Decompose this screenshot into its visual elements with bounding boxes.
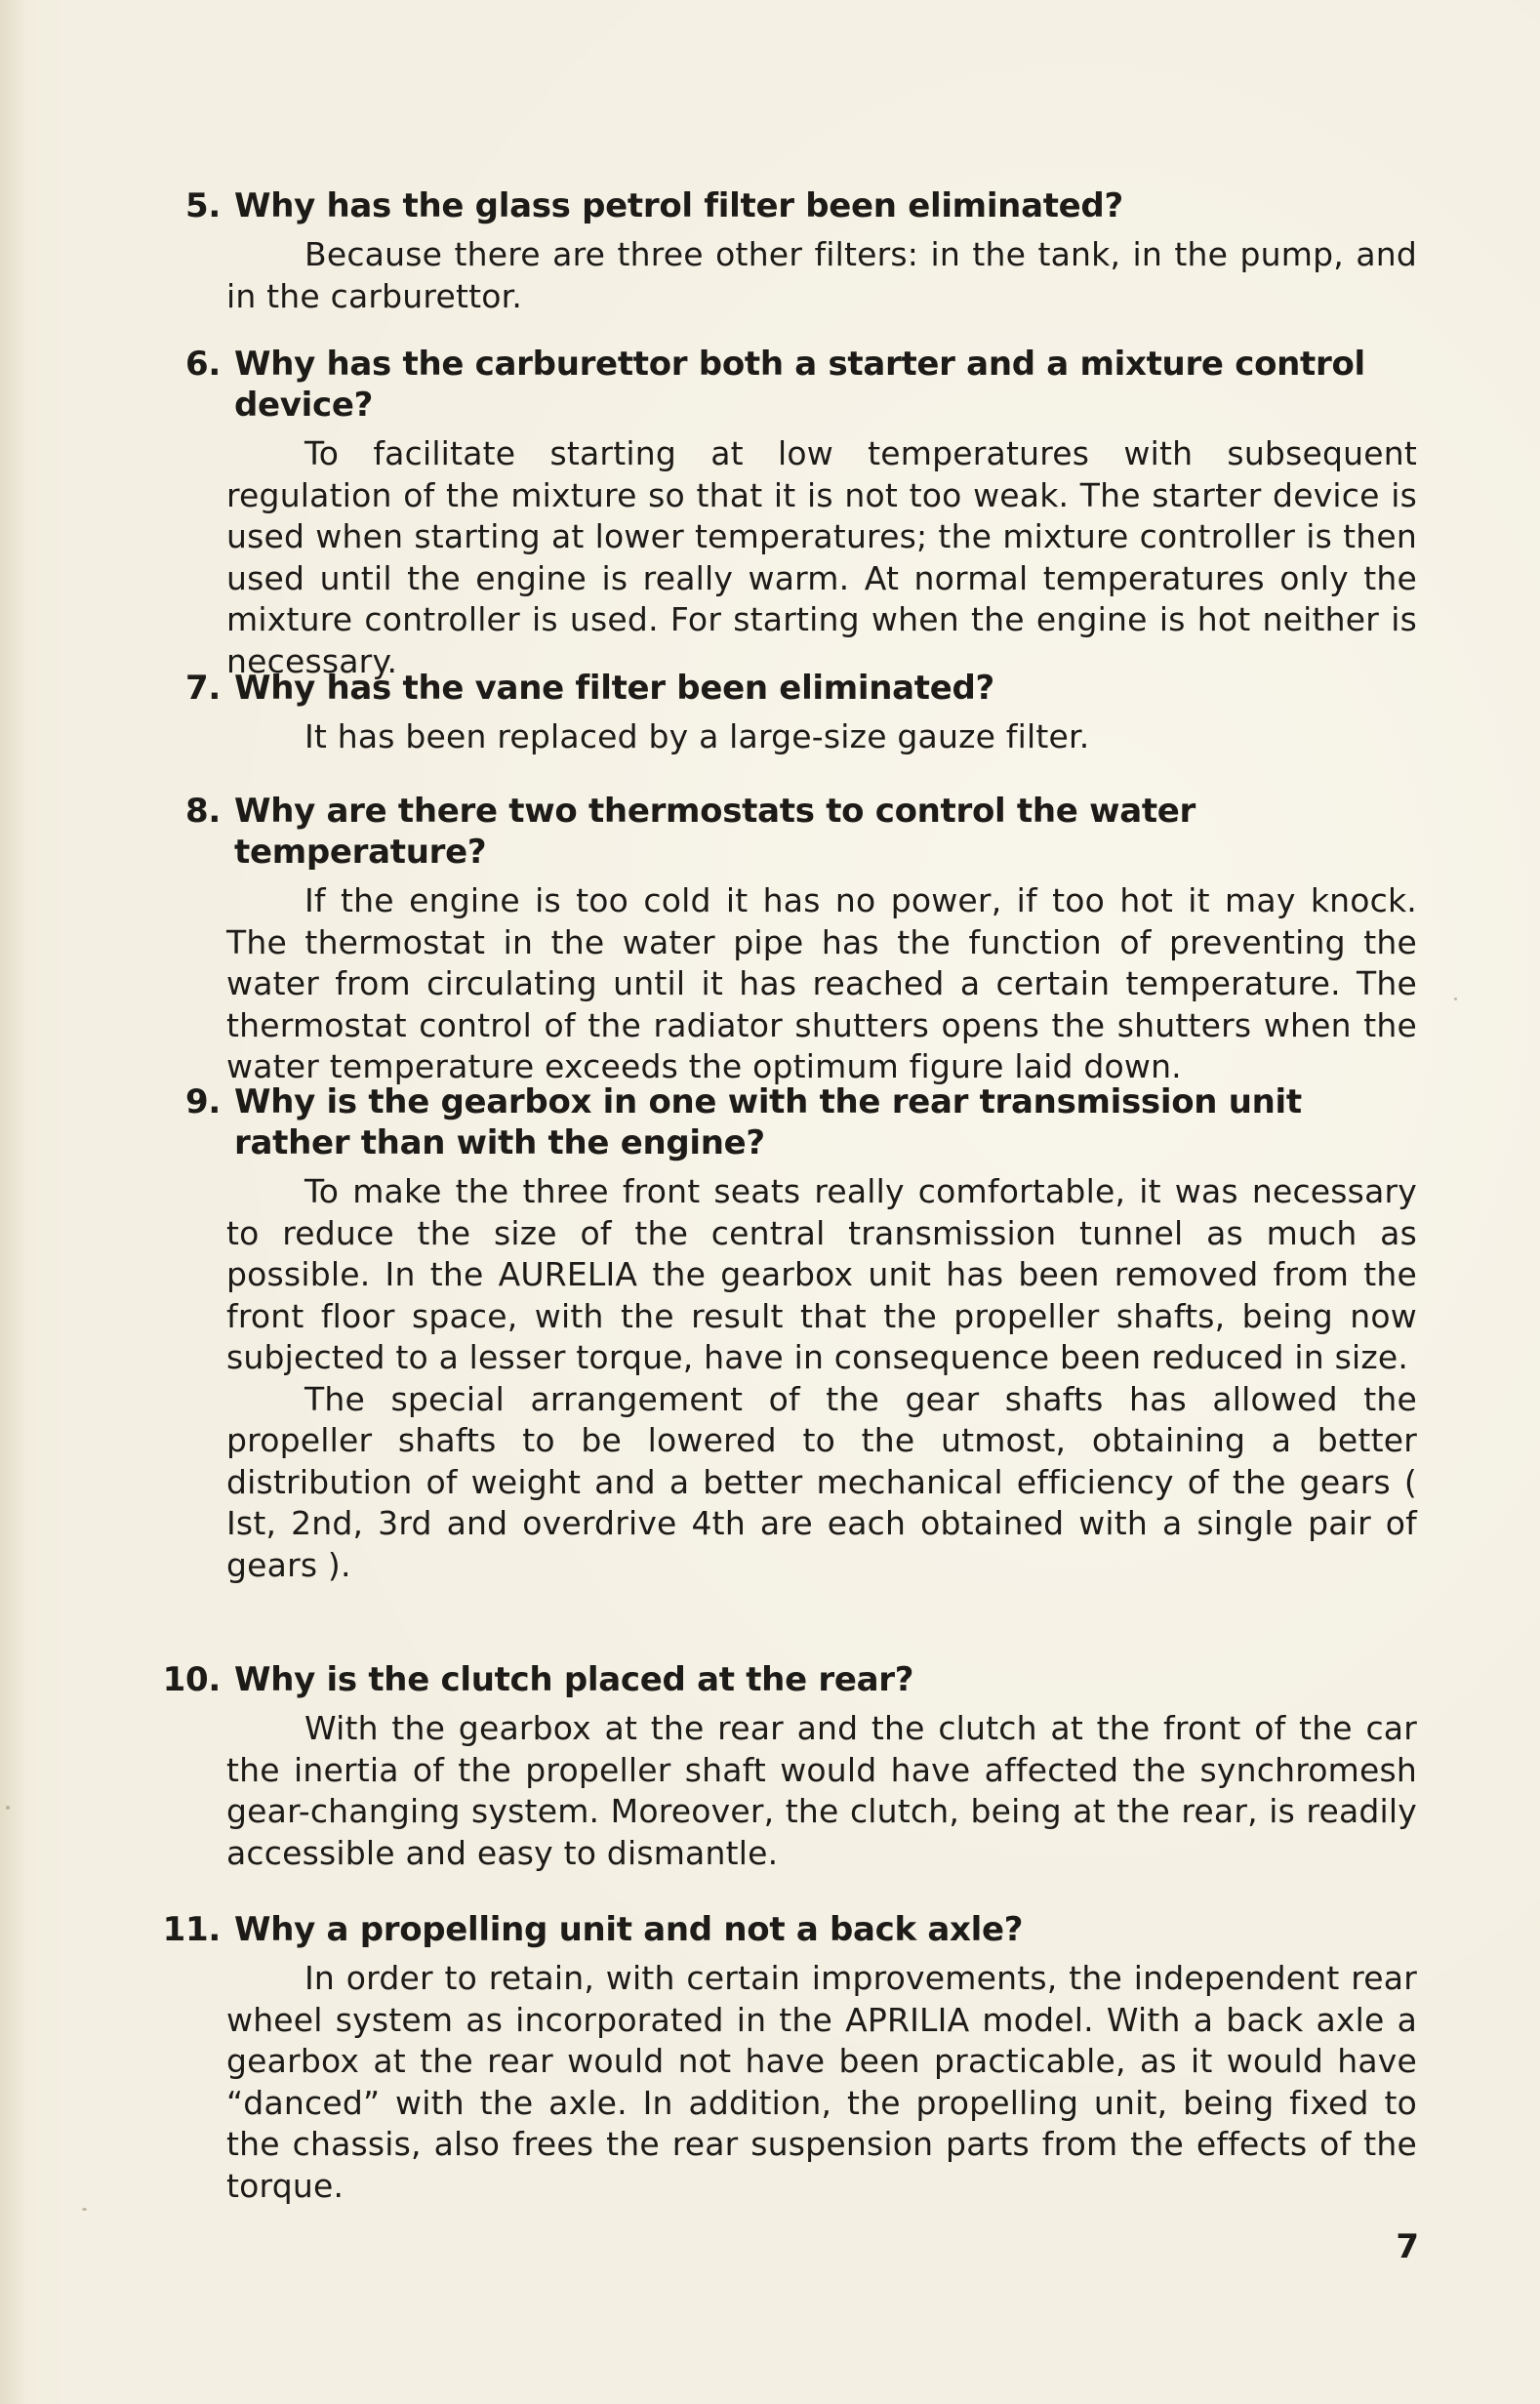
answer-paragraph: To make the three front seats really comfortable, it was necessary to reduce the size of the central transmission tunnel as much as possible. In the AURELIA the gearbox unit has been removed from the front floor space, with the result that the propeller shafts, being now subjected to a lesser torque, have in consequence been reduced in size. <box>226 1172 1417 1376</box>
question-text: Why has the glass petrol filter been eliminated? <box>234 186 1123 225</box>
question <box>156 185 1417 226</box>
question-number: 5. <box>185 186 221 225</box>
answer <box>156 234 1417 317</box>
paper-speck <box>6 1806 10 1810</box>
qa-item-11 <box>156 1909 1417 2207</box>
answer-paragraph: To facilitate starting at low temperatures with subsequent regulation of the mixture so that it is not too weak. The starter device is used when starting at lower temperatures; the mixture controller is then used until the engine is really warm. At normal temperatures only the mixture controller is used. For starting when the engine is hot neither is necessary. <box>226 434 1417 680</box>
question-number: 10. <box>162 1660 221 1699</box>
question <box>156 1909 1417 1950</box>
answer-paragraph: Because there are three other filters: in the tank, in the pump, and in the carburettor. <box>226 235 1417 315</box>
qa-item-6 <box>156 344 1417 682</box>
question-number: 8. <box>185 792 221 831</box>
question-text: Why are there two thermostats to control the water temperature? <box>234 792 1196 872</box>
answer <box>156 433 1417 682</box>
answer-paragraph: It has been replaced by a large-size gauze filter. <box>304 717 1090 755</box>
qa-item-8 <box>156 791 1417 1088</box>
question <box>156 668 1417 709</box>
page-number: 7 <box>1396 2227 1419 2266</box>
question-text: Why has the vane filter been eliminated? <box>234 669 994 708</box>
answer <box>156 1958 1417 2207</box>
qa-item-7 <box>156 668 1417 758</box>
answer <box>156 716 1417 758</box>
question <box>156 791 1417 873</box>
answer <box>156 1171 1417 1586</box>
question-number: 6. <box>185 345 221 384</box>
question-text: Why has the carburettor both a starter and a mixture control device? <box>234 345 1365 425</box>
answer-paragraph: With the gearbox at the rear and the clutch at the front of the car the inertia of the propeller shaft would have affected the synchromesh gear-changing system. Moreover, the clutch, being at the rear, is readily accessible and easy to dismantle. <box>226 1709 1417 1872</box>
qa-item-5 <box>156 185 1417 317</box>
answer <box>156 1708 1417 1874</box>
answer-paragraph: If the engine is too cold it has no power, if too hot it may knock. The thermostat in the water pipe has the function of preventing the water from circulating until it has reached a certain temperature. The thermostat control of the radiator shutters opens the shutters when the water temperature exceeds the optimum figure laid down. <box>226 881 1417 1085</box>
question-number: 9. <box>185 1082 221 1121</box>
answer <box>156 880 1417 1088</box>
question-number: 11. <box>162 1910 221 1949</box>
question <box>156 1659 1417 1700</box>
question <box>156 1081 1417 1163</box>
question-text: Why a propelling unit and not a back axle? <box>234 1910 1024 1949</box>
answer-paragraph: The special arrangement of the gear shafts has allowed the propeller shafts to be lowered to the utmost, obtaining a better distribution of weight and a better mechanical efficiency of the gears ( Ist, 2nd, 3rd and overdrive 4th are each obtained with a single pair of gears ). <box>226 1379 1417 1584</box>
question-text: Why is the gearbox in one with the rear transmission unit rather than with the engine? <box>234 1082 1302 1162</box>
paper-speck <box>82 2208 87 2211</box>
qa-item-10 <box>156 1659 1417 1874</box>
qa-item-9 <box>156 1081 1417 1586</box>
answer-paragraph: In order to retain, with certain improvements, the independent rear wheel system as incorporated in the APRILIA model. With a back axle a gearbox at the rear would not have been practicable, as it would have “danced” with the axle. In addition, the propelling unit, being fixed to the chassis, also frees the rear suspension parts from the effects of the torque. <box>226 1959 1417 2205</box>
question-number: 7. <box>185 669 221 708</box>
paper-speck <box>1454 998 1457 1000</box>
question-text: Why is the clutch placed at the rear? <box>234 1660 914 1699</box>
question <box>156 344 1417 426</box>
